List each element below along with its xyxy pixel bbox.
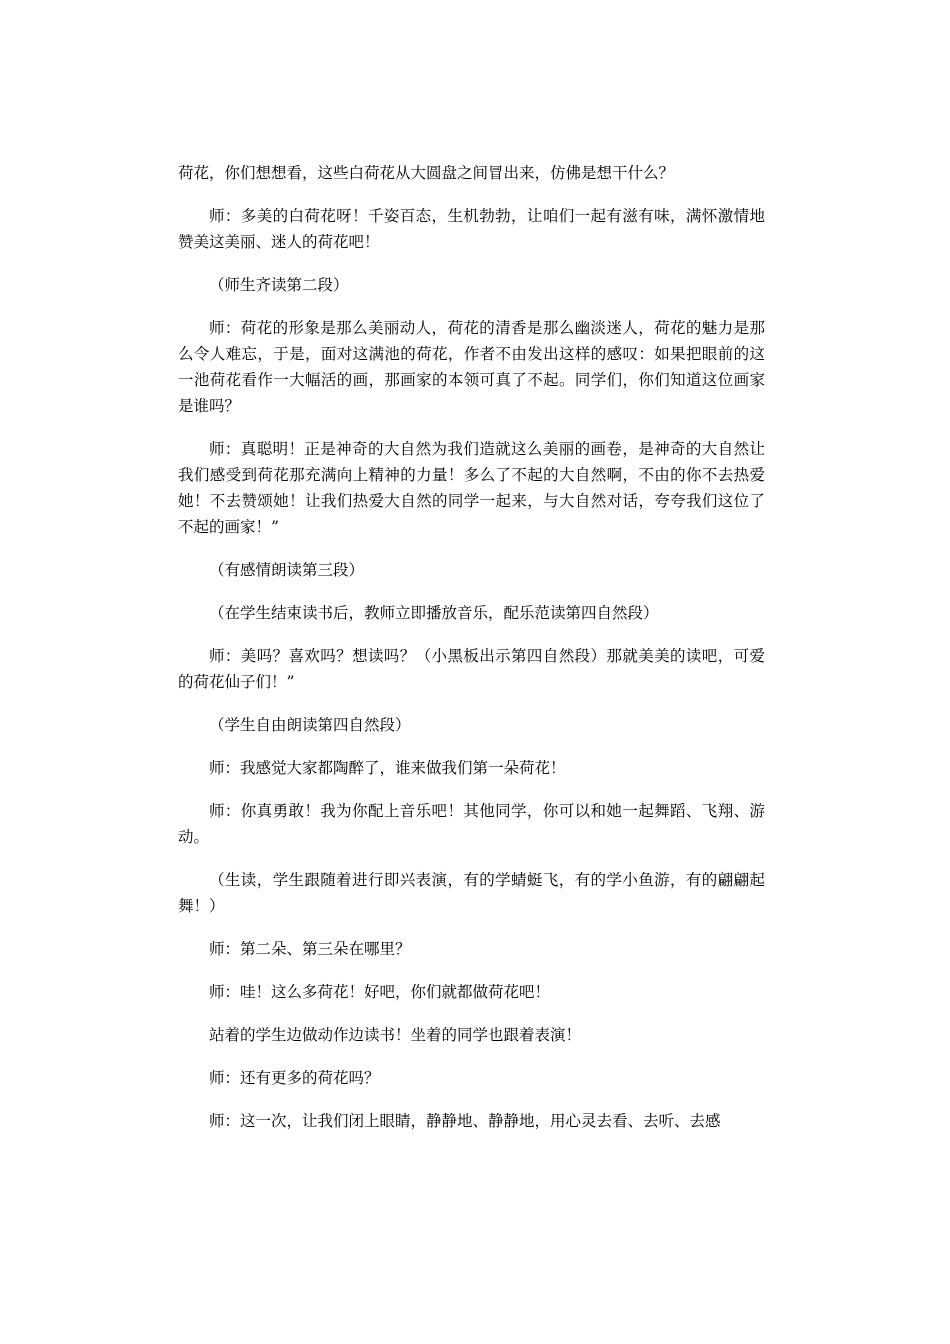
paragraph-15: 站着的学生边做动作边读书！坐着的同学也跟着表演！ bbox=[209, 1026, 582, 1044]
paragraph-2: 师：多美的白荷花呀！千姿百态，生机勃勃，让咱们一起有滋有味，满怀激情地赞美这美丽、迷人的荷花吧！ bbox=[178, 207, 765, 251]
paragraph-7: （在学生结束读书后，教师立即播放音乐，配乐范读第四自然段） bbox=[209, 604, 659, 622]
paragraph-9: （学生自由朗读第四自然段） bbox=[209, 716, 411, 734]
paragraph-13: 师：第二朵、第三朵在哪里？ bbox=[209, 940, 411, 958]
paragraph-17: 师：这一次，让我们闭上眼睛，静静地、静静地，用心灵去看、去听、去感 bbox=[209, 1112, 721, 1130]
paragraph-4: 师：荷花的形象是那么美丽动人，荷花的清香是那么幽淡迷人，荷花的魅力是那么令人难忘，于是，面对这满池的荷花，作者不由发出这样的感叹：如果把眼前的这一池荷花看作一大幅活的画，那画家的本领可真了不起。同学们，你们知道这位画家是谁吗？ bbox=[178, 319, 765, 415]
document-page bbox=[178, 160, 765, 1151]
paragraph-16: 师：还有更多的荷花吗？ bbox=[209, 1069, 380, 1087]
paragraph-14: 师：哇！这么多荷花！好吧，你们就都做荷花吧！ bbox=[209, 983, 551, 1001]
paragraph-6: （有感情朗读第三段） bbox=[209, 561, 365, 579]
paragraph-8: 师：美吗？喜欢吗？想读吗？（小黑板出示第四自然段）那就美美的读吧，可爱的荷花仙子们！” bbox=[178, 647, 765, 691]
paragraph-11: 师：你真勇敢！我为你配上音乐吧！其他同学，你可以和她一起舞蹈、飞翔、游动。 bbox=[178, 802, 765, 846]
paragraph-5: 师：真聪明！正是神奇的大自然为我们造就这么美丽的画卷，是神奇的大自然让我们感受到荷花那充满向上精神的力量！多么了不起的大自然啊，不由的你不去热爱她！不去赞颂她！让我们热爱大自然的同学一起来，与大自然对话，夸夸我们这位了不起的画家！” bbox=[178, 440, 765, 536]
paragraph-10: 师：我感觉大家都陶醉了，谁来做我们第一朵荷花！ bbox=[209, 759, 566, 777]
paragraph-12: （生读，学生跟随着进行即兴表演，有的学蜻蜓飞，有的学小鱼游，有的翩翩起舞！） bbox=[178, 871, 765, 915]
paragraph-1: 荷花，你们想想看，这些白荷花从大圆盘之间冒出来，仿佛是想干什么？ bbox=[178, 164, 675, 182]
paragraph-3: （师生齐读第二段） bbox=[209, 276, 349, 294]
